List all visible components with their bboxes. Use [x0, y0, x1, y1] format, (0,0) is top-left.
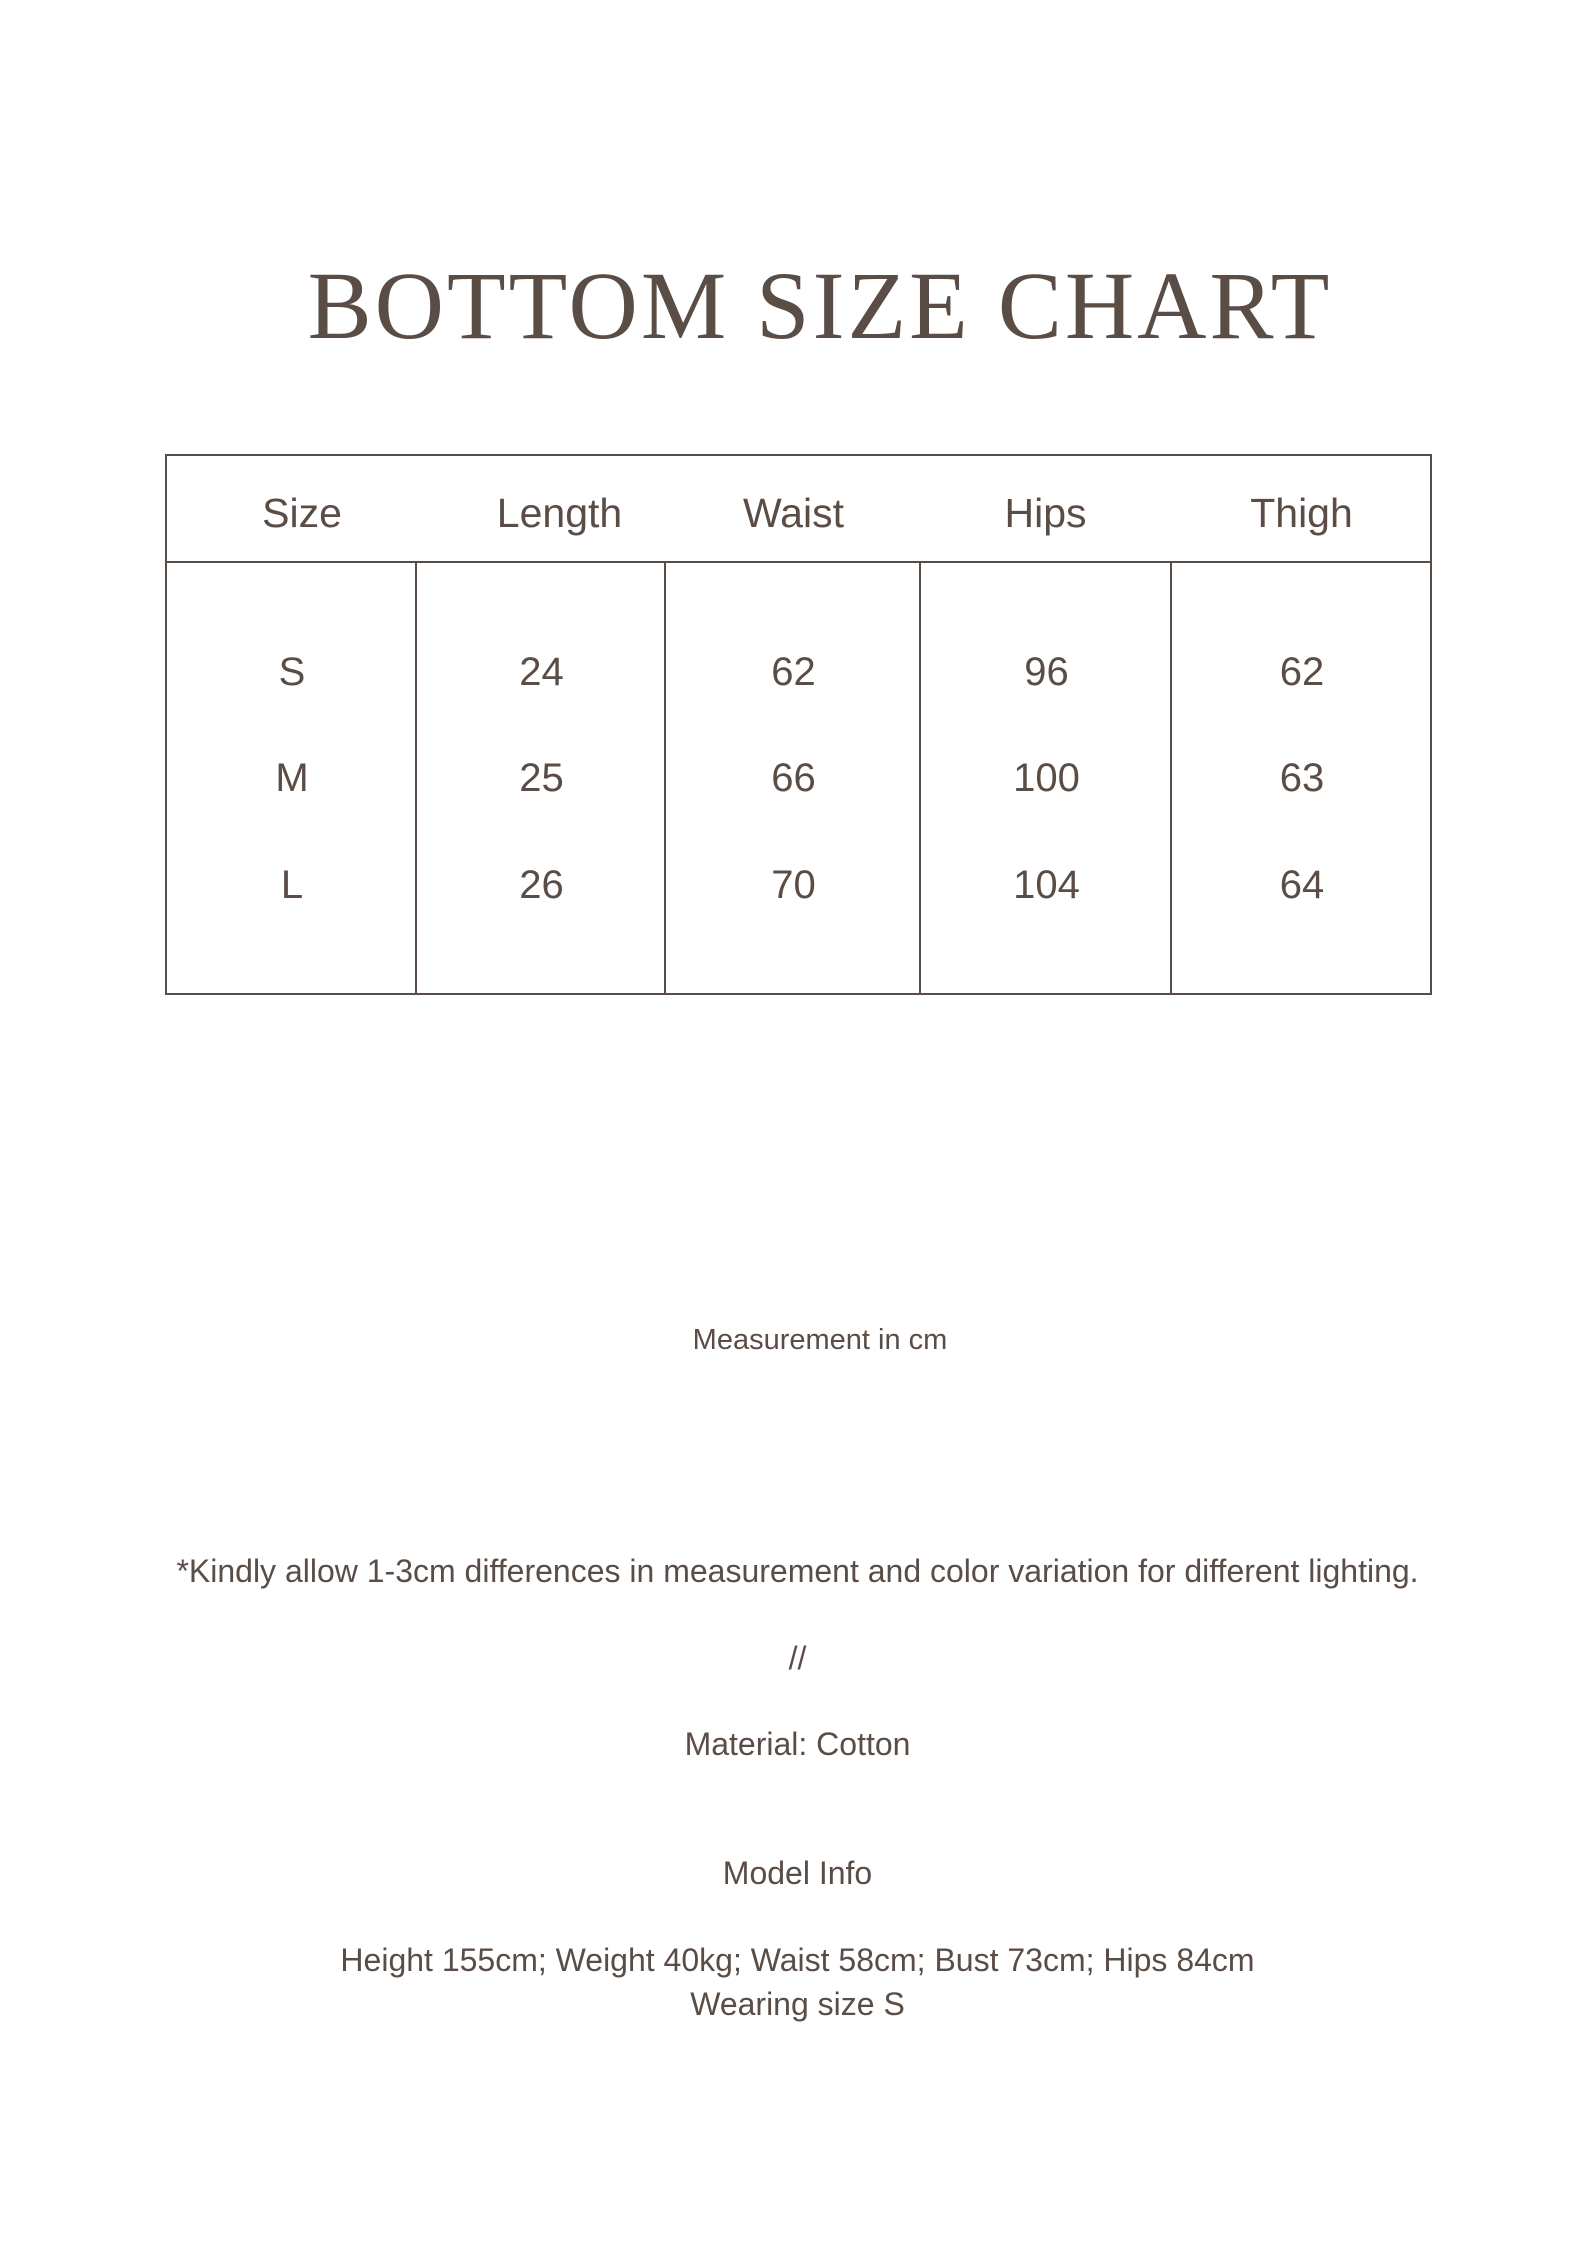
- measurement-unit-note: Measurement in cm: [692, 1324, 948, 1356]
- cell-size-s: S: [278, 650, 306, 694]
- disclaimer-text: *Kindly allow 1-3cm differences in measurement and color variation for different lighting.: [176, 1553, 1419, 1589]
- cell-thigh-l: 64: [1279, 863, 1325, 907]
- header-thigh: Thigh: [1250, 490, 1353, 536]
- model-info-details: Height 155cm; Weight 40kg; Waist 58cm; Bust 73cm; Hips 84cm: [340, 1942, 1255, 1978]
- model-info-heading: Model Info: [722, 1855, 873, 1891]
- cell-length-s: 24: [519, 650, 564, 694]
- cell-hips-s: 96: [1024, 650, 1069, 694]
- header-hips: Hips: [1004, 490, 1087, 536]
- cell-hips-m: 100: [1013, 756, 1080, 800]
- model-wearing-size: Wearing size S: [690, 1986, 905, 2022]
- cell-waist-l: 70: [771, 863, 816, 907]
- cell-length-m: 25: [519, 756, 564, 800]
- cell-size-l: L: [280, 863, 304, 907]
- header-length: Length: [496, 490, 623, 536]
- table-header-row: [167, 456, 1430, 563]
- header-waist: Waist: [743, 490, 844, 536]
- cell-hips-l: 104: [1013, 863, 1080, 907]
- cell-waist-s: 62: [771, 650, 816, 694]
- separator-text: //: [788, 1640, 807, 1676]
- cell-size-m: M: [275, 756, 309, 800]
- cell-thigh-s: 62: [1279, 650, 1325, 694]
- cell-length-l: 26: [519, 863, 564, 907]
- size-chart-table: [165, 454, 1432, 995]
- page-title: BOTTOM SIZE CHART: [307, 252, 1333, 359]
- material-text: Material: Cotton: [684, 1726, 911, 1762]
- cell-thigh-m: 63: [1279, 756, 1325, 800]
- header-size: Size: [262, 490, 342, 536]
- cell-waist-m: 66: [771, 756, 816, 800]
